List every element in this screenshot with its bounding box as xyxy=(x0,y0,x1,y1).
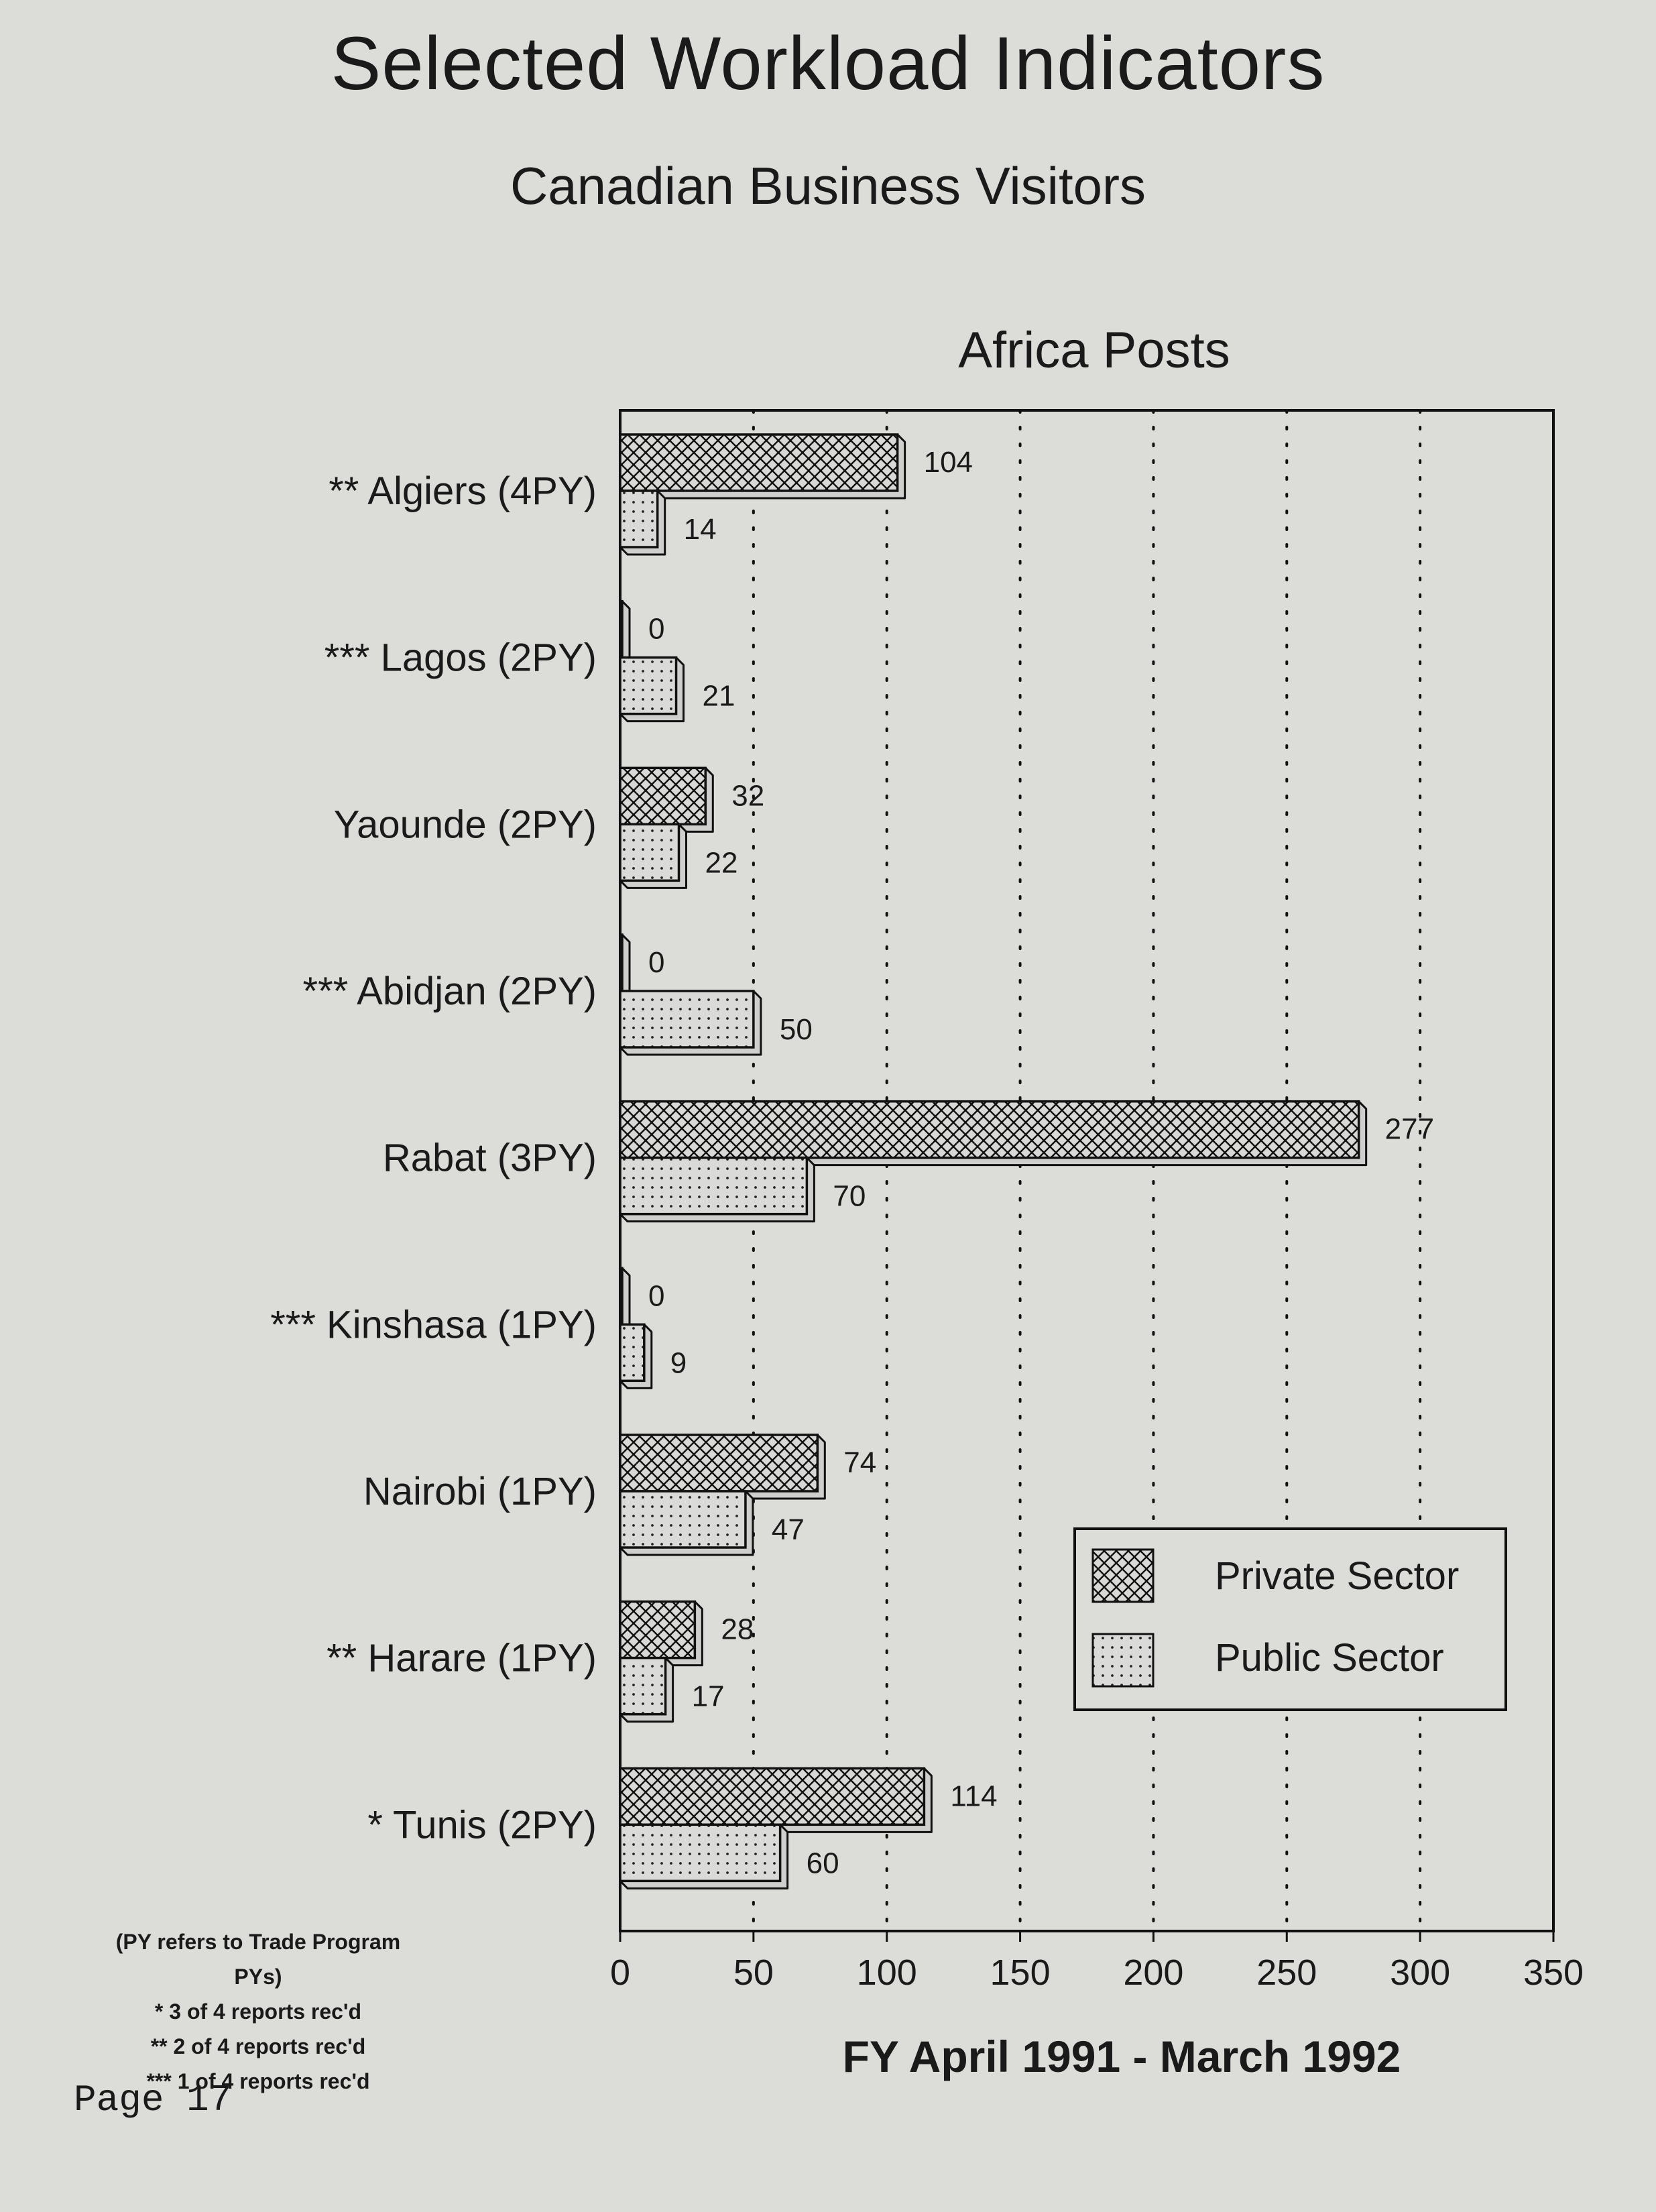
legend-label-private: Private Sector xyxy=(1215,1554,1460,1598)
x-tick-label: 250 xyxy=(1256,1953,1317,1993)
chart-title: Africa Posts xyxy=(958,322,1230,379)
data-label: 70 xyxy=(833,1179,866,1213)
data-label: 0 xyxy=(648,946,665,979)
bar-public xyxy=(620,824,678,880)
x-tick-label: 150 xyxy=(990,1953,1051,1993)
data-label: 277 xyxy=(1384,1112,1435,1146)
data-label: 47 xyxy=(771,1513,805,1546)
bar-public xyxy=(620,1491,746,1548)
data-label: 0 xyxy=(648,612,665,646)
category-label: *** Kinshasa (1PY) xyxy=(270,1303,597,1347)
legend-swatch-public xyxy=(1093,1634,1153,1686)
x-tick-label: 200 xyxy=(1123,1953,1184,1993)
footnote-one-star: * 3 of 4 reports rec'd xyxy=(154,1999,362,2024)
footnote-py: (PY refers to Trade Program PYs) xyxy=(115,1930,401,1989)
data-label: 32 xyxy=(731,779,765,813)
page-subtitle: Canadian Business Visitors xyxy=(510,156,1146,215)
x-axis-label: FY April 1991 - March 1992 xyxy=(842,2032,1401,2081)
footnote-two-star: ** 2 of 4 reports rec'd xyxy=(150,2034,366,2058)
bar-public xyxy=(620,991,754,1047)
data-label: 21 xyxy=(702,679,735,713)
bar-private xyxy=(620,1768,924,1824)
bar-public xyxy=(620,1658,666,1714)
data-label: 17 xyxy=(691,1680,725,1713)
data-label: 14 xyxy=(683,513,717,546)
bar-public xyxy=(620,658,676,714)
bar-private xyxy=(620,601,622,658)
data-label: 104 xyxy=(923,446,973,479)
category-label: *** Abidjan (2PY) xyxy=(302,970,597,1013)
bar-public xyxy=(620,1824,780,1881)
data-label: 114 xyxy=(950,1780,998,1813)
bar-private xyxy=(620,1602,695,1658)
legend-label-public: Public Sector xyxy=(1215,1636,1444,1680)
category-label: ** Harare (1PY) xyxy=(327,1636,597,1680)
category-label: Nairobi (1PY) xyxy=(363,1470,597,1513)
page-number: Page 17 xyxy=(74,2079,232,2121)
data-label: 74 xyxy=(843,1446,877,1479)
x-tick-label: 100 xyxy=(856,1953,917,1993)
x-tick-label: 300 xyxy=(1390,1953,1451,1993)
legend xyxy=(1075,1529,1506,1710)
legend-swatch-private xyxy=(1093,1550,1153,1602)
data-label: 28 xyxy=(721,1613,754,1646)
data-label: 50 xyxy=(779,1013,813,1046)
footnote-three-star: *** 1 of 4 reports rec'd xyxy=(146,2069,370,2093)
bar-private xyxy=(620,1102,1359,1158)
bar-public xyxy=(620,1324,644,1381)
bar-private xyxy=(620,768,705,824)
category-label: * Tunis (2PY) xyxy=(367,1803,597,1847)
data-label: 60 xyxy=(806,1847,839,1880)
data-label: 9 xyxy=(670,1346,687,1380)
bar-private xyxy=(620,434,898,491)
x-tick-label: 350 xyxy=(1523,1953,1584,1993)
bar-private xyxy=(620,1268,622,1324)
bar-private xyxy=(620,935,622,991)
category-label: Yaounde (2PY) xyxy=(333,803,597,847)
page-title: Selected Workload Indicators xyxy=(331,21,1325,105)
x-tick-label: 0 xyxy=(609,1953,631,1993)
x-tick-label: 50 xyxy=(733,1953,774,1993)
category-label: ** Algiers (4PY) xyxy=(329,469,597,513)
data-label: 0 xyxy=(648,1279,665,1313)
category-label: Rabat (3PY) xyxy=(382,1136,597,1180)
bar-public xyxy=(620,491,658,547)
bar-private xyxy=(620,1435,817,1491)
data-label: 22 xyxy=(705,846,738,880)
category-label: *** Lagos (2PY) xyxy=(324,636,597,680)
bar-public xyxy=(620,1158,807,1214)
footnotes xyxy=(101,1924,416,2099)
